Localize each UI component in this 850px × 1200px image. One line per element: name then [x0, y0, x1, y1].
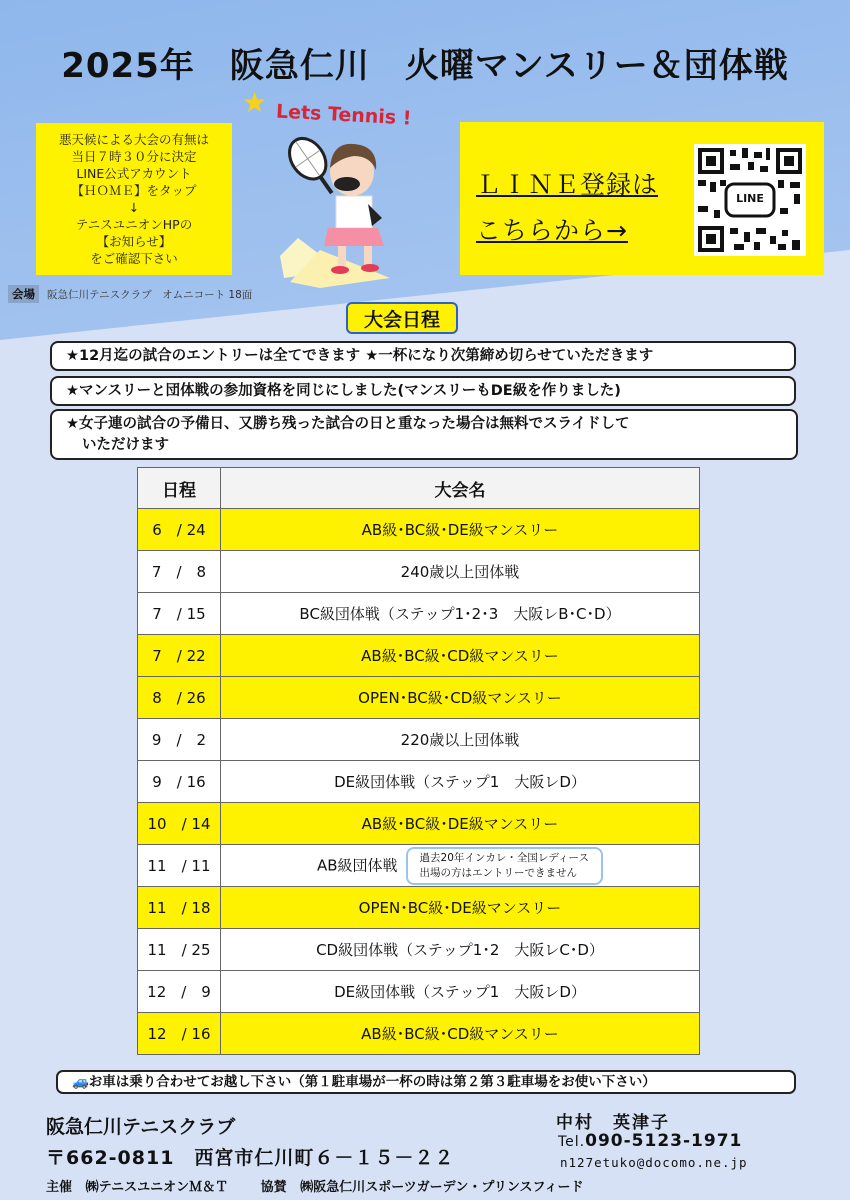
tel-number: 090-5123-1971 [585, 1131, 743, 1151]
table-row [138, 677, 700, 719]
row-event: AB級･BC級･CD級マンスリー [221, 635, 700, 677]
venue-text: 阪急仁川テニスクラブ オムニコート 18面 [47, 289, 253, 301]
notice-line: 当日７時３０分に決定 [71, 149, 197, 164]
tel-label: Tel. [558, 1134, 586, 1150]
row-date: 7 / 22 [138, 635, 221, 677]
notice-line: LINE公式アカウント [76, 166, 192, 181]
weather-notice-box [36, 123, 232, 275]
header-event: 大会名 [221, 468, 700, 509]
row-date: 9 / 2 [138, 719, 221, 761]
note-text: ★女子連の試合の予備日、又勝ち残った試合の日と重なった場合は無料でスライドして [66, 416, 630, 432]
line-text-line2: こちらから→ [476, 216, 628, 245]
table-row [138, 1013, 700, 1055]
row-date: 7 / 15 [138, 593, 221, 635]
row-event: DE級団体戦（ステップ1 大阪レD） [221, 761, 700, 803]
row-date: 10 / 14 [138, 803, 221, 845]
contact-email[interactable]: n127etuko@docomo.ne.jp [560, 1155, 748, 1170]
table-row [138, 887, 700, 929]
organizers [46, 1176, 583, 1195]
row-event: CD級団体戦（ステップ1･2 大阪レC･D） [221, 929, 700, 971]
sponsor-label: 協賛 [260, 1180, 287, 1195]
eligibility-note-line: 過去20年インカレ・全国レディース [419, 851, 590, 864]
schedule-heading: 大会日程 [346, 302, 458, 334]
contact-phone[interactable] [558, 1131, 742, 1151]
row-event: OPEN･BC級･CD級マンスリー [221, 677, 700, 719]
row-event: AB級･BC級･DE級マンスリー [221, 803, 700, 845]
parking-note: 🚙お車は乗り合わせてお越し下さい（第１駐車場が一杯の時は第２第３駐車場をお使い下さい） [56, 1070, 796, 1094]
note-slide [50, 409, 798, 460]
row-event: DE級団体戦（ステップ1 大阪レD） [221, 971, 700, 1013]
eligibility-note-line: 出場の方はエントリーできません [419, 866, 578, 879]
host-label: 主催 [46, 1180, 73, 1195]
notice-line: テニスユニオンHPの [75, 217, 193, 232]
row-event: 220歳以上団体戦 [221, 719, 700, 761]
row-date: 11 / 18 [138, 887, 221, 929]
header-date: 日程 [138, 468, 221, 509]
row-date: 7 / 8 [138, 551, 221, 593]
note-text: いただけます [82, 437, 169, 453]
table-row [138, 551, 700, 593]
note-entry [50, 341, 796, 371]
line-text-line1: ＬＩＮＥ登録は [476, 170, 659, 199]
venue-tag: 会場 [8, 285, 39, 303]
sponsor-name: ㈱阪急仁川スポーツガーデン・プリンスフィード [300, 1180, 584, 1195]
table-row [138, 929, 700, 971]
notice-line: をご確認下さい [90, 251, 178, 266]
table-row [138, 761, 700, 803]
line-qr-code[interactable] [694, 144, 806, 256]
row-event: BC級団体戦（ステップ1･2･3 大阪レB･C･D） [221, 593, 700, 635]
row-date: 8 / 26 [138, 677, 221, 719]
notice-line: 悪天候による大会の有無は [58, 132, 209, 147]
lets-tennis-label: Lets Tennis ! [275, 100, 412, 130]
table-row [138, 593, 700, 635]
note-text: ★12月迄の試合のエントリーは全てできます ★一杯になり次第締め切らせていただきます [66, 348, 654, 364]
star-icon: ★ [242, 86, 268, 119]
table-header-row [138, 468, 700, 509]
schedule-table [137, 467, 700, 1055]
line-registration-box[interactable] [460, 122, 824, 275]
row-event: 240歳以上団体戦 [221, 551, 700, 593]
host-name: ㈱テニスユニオンＭ＆Ｔ [85, 1180, 229, 1195]
contact-name: 中村 英津子 [556, 1113, 670, 1133]
row-date: 12 / 9 [138, 971, 221, 1013]
notice-arrow: ↓ [128, 200, 140, 215]
line-registration-link[interactable] [476, 162, 658, 254]
row-date: 11 / 25 [138, 929, 221, 971]
notice-line: 【お知らせ】 [96, 234, 172, 249]
notice-line: 【ＨＯＭＥ】をタップ [71, 183, 197, 198]
row-event: AB級･BC級･DE級マンスリー [221, 509, 700, 551]
row-date: 9 / 16 [138, 761, 221, 803]
row-date: 12 / 16 [138, 1013, 221, 1055]
tennis-player-illustration [280, 128, 410, 288]
row-date: 6 / 24 [138, 509, 221, 551]
qr-line-label: LINE [736, 192, 764, 205]
table-row [138, 719, 700, 761]
row-event: AB級･BC級･CD級マンスリー [221, 1013, 700, 1055]
row-event: OPEN･BC級･DE級マンスリー [221, 887, 700, 929]
table-row [138, 509, 700, 551]
row-event-cell [221, 845, 700, 887]
table-row [138, 845, 700, 887]
note-eligibility [50, 376, 796, 406]
tennis-player-figure [280, 132, 390, 288]
table-row [138, 803, 700, 845]
row-date: 11 / 11 [138, 845, 221, 887]
note-text: ★マンスリーと団体戦の参加資格を同じにしました(マンスリーもDE級を作りました) [66, 383, 621, 399]
club-name: 阪急仁川テニスクラブ [46, 1116, 236, 1138]
row-event: AB級団体戦 [316, 856, 398, 874]
table-row [138, 635, 700, 677]
eligibility-note-bubble [406, 847, 604, 885]
page-title: 2025年 阪急仁川 火曜マンスリー＆団体戦 [61, 46, 789, 86]
venue-info [8, 285, 252, 303]
table-row [138, 971, 700, 1013]
club-address: 〒662-0811 西宮市仁川町６－１５－２２ [46, 1147, 455, 1169]
